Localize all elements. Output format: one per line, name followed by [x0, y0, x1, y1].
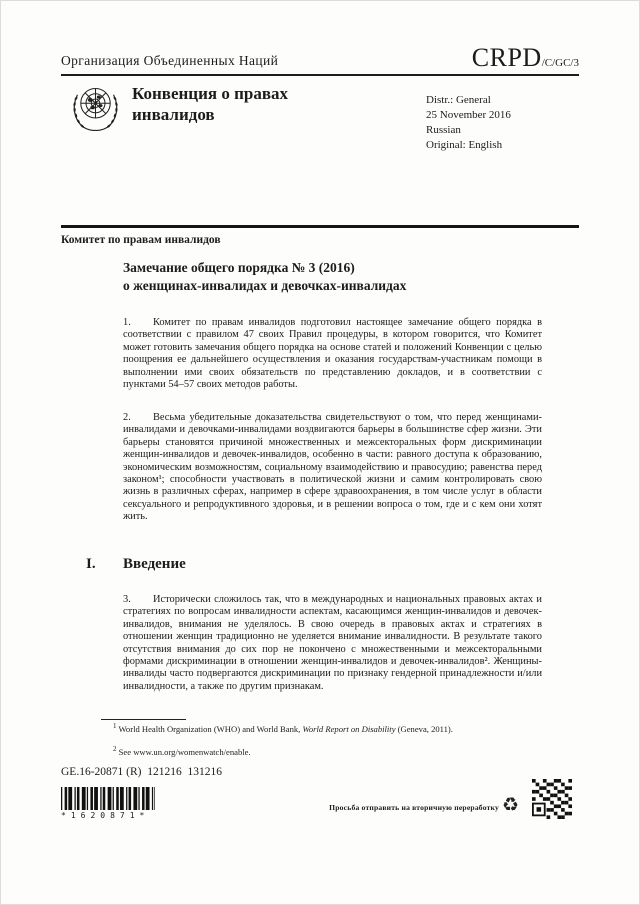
convention-title — [132, 83, 288, 125]
recycle-note: Просьба отправить на вторичную переработку — [329, 803, 499, 812]
general-comment-title-line1: Замечание общего порядка № 3 (2016) — [123, 260, 355, 275]
paragraph-number: 1. — [123, 317, 131, 328]
barcode-icon — [61, 787, 155, 820]
ge-number: GE.16-20871 (R) 121216 131216 — [61, 766, 222, 778]
convention-title-line2: инвалидов — [132, 105, 215, 124]
footnote-text: (Geneva, 2011). — [395, 724, 453, 734]
paragraph-number: 3. — [123, 594, 131, 605]
footnote-marker: 2 — [113, 745, 117, 754]
doc-symbol-main: CRPD — [471, 43, 542, 72]
distr-line: Russian — [426, 124, 461, 136]
paragraph-text: Исторически сложилось так, что в международных и национальных правовых актах и стратегиях по вопросам инвалидности аспектам, касающимся женщин-инвалидов и девочек-инвалидов, внимания не уделялось. В свою очередь в правовых актах и стратегиях в отношении женщин традиционно не уделяется внимание инвалидности. В результате такого отсутствия внимания до сих пор не покончено с множественными и межсекторальными формами дискриминации в отношении женщин-инвалидов и девочек-инвалидов². Женщины-инвалиды часто подвергаются дискриминации по признаку гендерной принадлежности и/или инвалидности, а также по другим признакам. — [123, 594, 542, 692]
header-divider — [61, 74, 579, 76]
footnote-text: World Health Organization (WHO) and World Bank, — [118, 724, 303, 734]
section-numeral: I. — [86, 556, 96, 572]
footnote-marker: 1 — [113, 722, 117, 731]
distr-line: Distr.: General — [426, 94, 491, 106]
doc-symbol — [472, 43, 579, 73]
recycle-icon: ♻ — [502, 794, 520, 816]
footnote-italic-title: World Report on Disability — [302, 724, 396, 734]
section-divider — [61, 225, 579, 228]
section-label: Введение — [123, 556, 186, 572]
distribution-block — [426, 93, 511, 153]
qr-code-icon — [532, 779, 572, 819]
un-emblem-icon — [67, 83, 124, 133]
committee-heading: Комитет по правам инвалидов — [61, 234, 221, 246]
general-comment-title — [123, 259, 406, 295]
barcode-digits: *1620871* — [61, 811, 150, 820]
org-name: Организация Объединенных Наций — [61, 53, 279, 68]
footnote-1 — [113, 724, 541, 735]
general-comment-title-line2: о женщинах-инвалидах и девочках-инвалидах — [123, 278, 407, 293]
footnote-divider — [101, 719, 186, 720]
intro-section-heading — [86, 556, 186, 573]
paragraph-1 — [123, 317, 542, 391]
distr-line: 25 November 2016 — [426, 109, 511, 121]
distr-line: Original: English — [426, 139, 503, 151]
footnote-2 — [113, 747, 541, 758]
footnote-text: See www.un.org/womenwatch/enable. — [118, 747, 251, 757]
doc-symbol-suffix: /C/GC/3 — [541, 57, 579, 69]
paragraph-text: Комитет по правам инвалидов подготовил настоящее замечание общего порядка в соответствии с правилом 47 своих Правил процедуры, в котором говорится, что Комитет может готовить замечания общего порядка на основе статей и положений Конвенции с целью поощрения ее дальнейшего осуществления и оказания государствам-участникам помощи в выполнении ими своих обязательств по представлению докладов, и в соответствии с пунктами 54–57 своих методов работы. — [123, 317, 542, 391]
paragraph-3 — [123, 594, 542, 693]
paragraph-number: 2. — [123, 412, 131, 423]
paragraph-text: Весьма убедительные доказательства свидетельствуют о том, что перед женщинами-инвалидами и девочками-инвалидами воздвигаются барьеры в большинстве сфер жизни. Эти барьеры становятся причиной множественных и межсекторальных форм дискриминации женщин-инвалидов и девочек-инвалидов, особенно в части: равного доступа к образованию, экономическим возможностям, социальному взаимодействию и правосудию; равенства перед законом¹; способности участвовать в политической жизни и самим контролировать свою жизнь в различных сферах, например в сфере здравоохранения, в том числе услуг в области сексуального и репродуктивного здоровья, и в решении вопроса о том, где и с кем они хотят жить. — [123, 412, 542, 523]
convention-title-line1: Конвенция о правах — [132, 84, 289, 103]
paragraph-2 — [123, 412, 542, 524]
